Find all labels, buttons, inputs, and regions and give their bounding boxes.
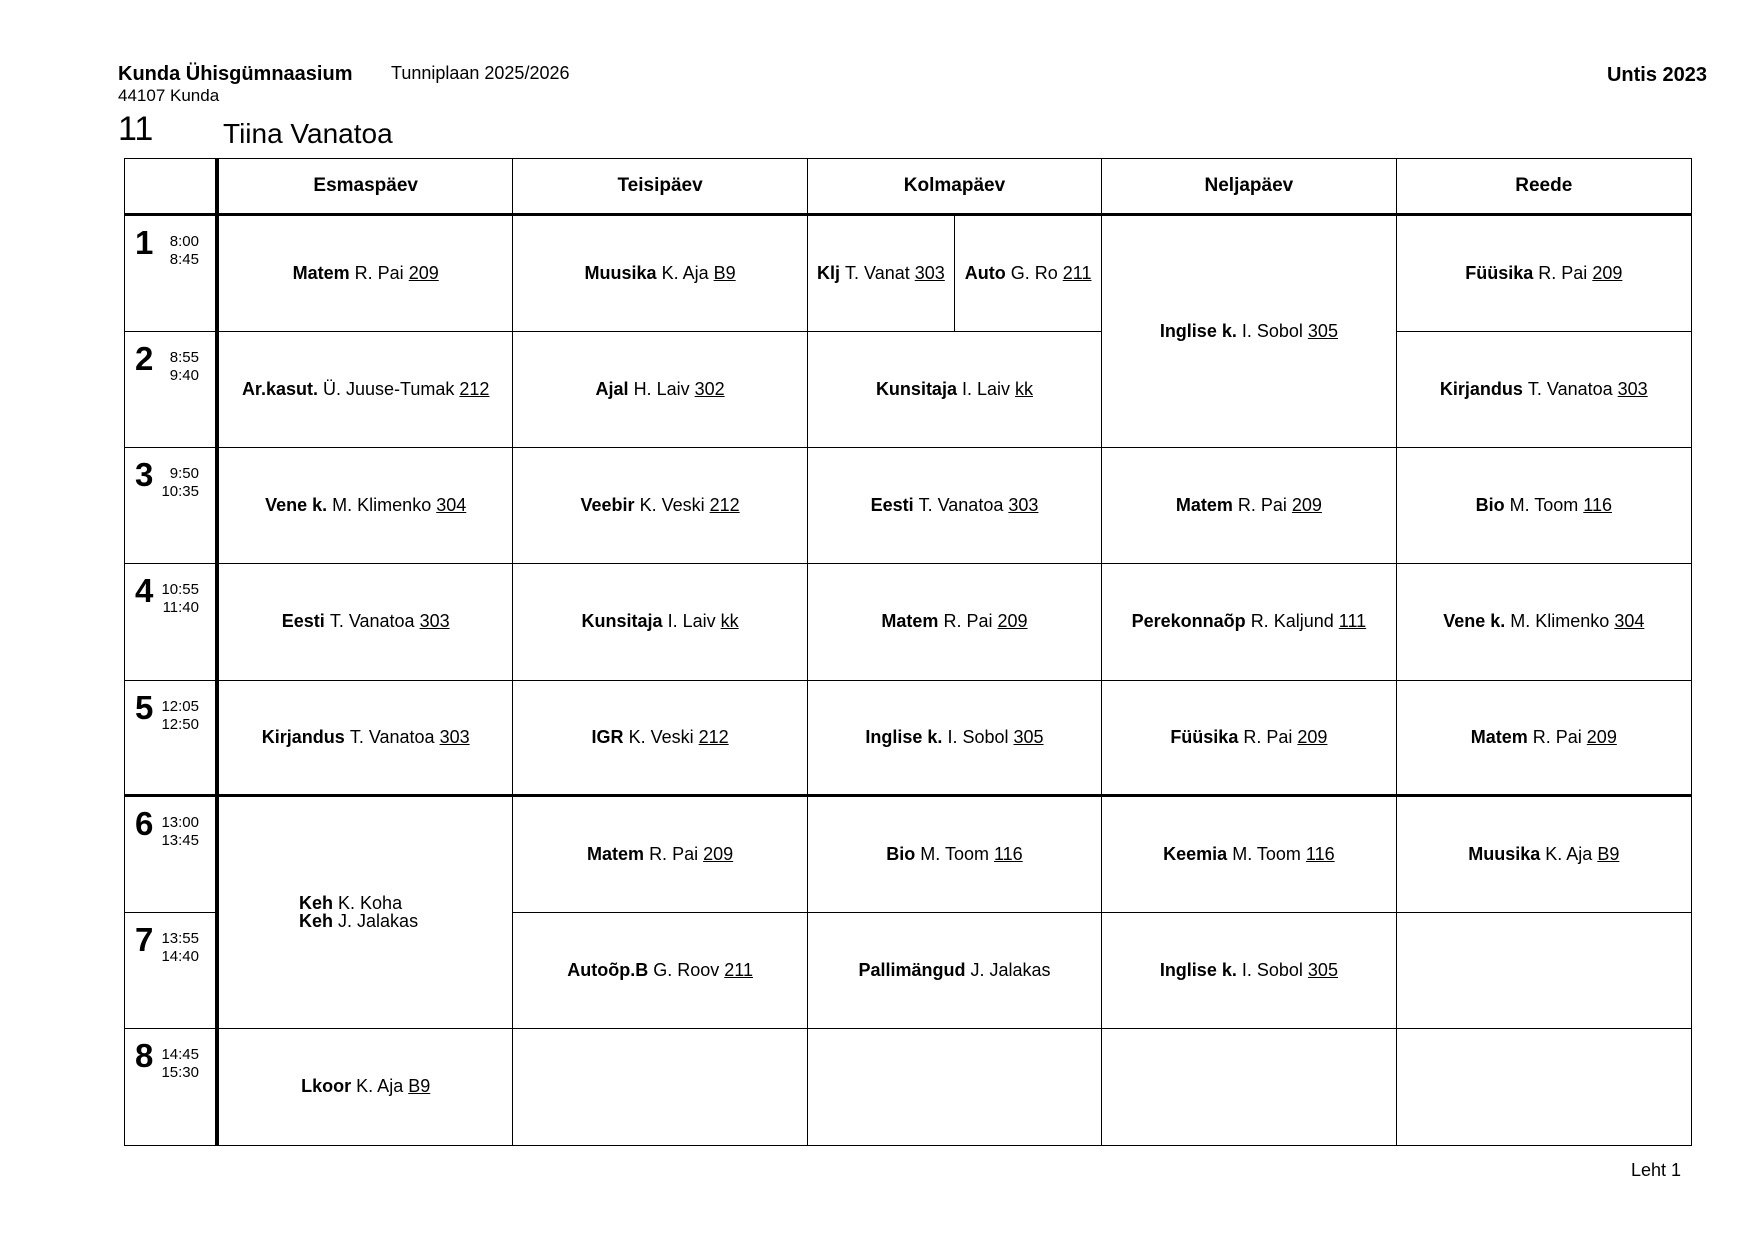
lesson-cell [1102,913,1396,1029]
period-4 [125,564,219,680]
lesson-teacher: K. Aja [1545,843,1593,864]
lesson-half [955,216,1101,331]
period-start-time: 14:45 [161,1045,199,1063]
lesson-room: B9 [408,1076,431,1097]
lesson-cell [1397,564,1691,680]
lesson-cell [1397,216,1691,332]
teacher-name: Tiina Vanatoa [223,118,393,149]
lesson-subject: Veebir [580,495,635,516]
day-header-monday: Esmaspäev [219,159,513,216]
lesson-subject: Keemia [1163,843,1228,864]
lesson-cell [808,681,1102,797]
lesson-subject: Perekonnaõp [1131,611,1246,632]
lesson-room: 209 [1592,263,1623,284]
period-start-time: 8:00 [169,233,199,250]
lesson-cell [513,913,807,1029]
period-start-time: 13:55 [161,929,199,947]
period-end-time: 12:50 [161,715,199,733]
lesson-subject: Muusika [584,263,657,284]
lesson-teacher: I. Sobol [1241,959,1303,980]
lesson-teacher: R. Pai [943,611,993,632]
lesson-teacher: I. Sobol [947,726,1009,747]
lesson-subject: Vene k. [265,495,328,516]
lesson-room: 303 [914,263,945,284]
period-start-time: 12:05 [161,697,199,715]
period-end-time: 10:35 [161,483,199,501]
period-3 [125,448,219,564]
lesson-room: B9 [713,263,736,284]
lesson-teacher: Ü. Juuse-Tumak [323,379,455,400]
day-header-tuesday: Teisipäev [513,159,807,216]
lesson-room: 212 [698,726,729,747]
lesson-subject: Eesti [281,611,325,632]
lesson-cell [219,681,513,797]
lesson-subject: Inglise k. [1159,959,1237,980]
period-7 [125,913,219,1029]
lesson-teacher: T. Vanatoa [349,726,435,747]
period-6 [125,797,219,913]
lesson-cell [219,332,513,448]
lesson-room: 302 [694,379,725,400]
lesson-room: 211 [724,959,753,980]
period-number: 3 [135,456,154,494]
lesson-room: 212 [709,495,740,516]
lesson-cell-double [1102,216,1396,448]
lesson-cell [513,564,807,680]
lesson-teacher: M. Toom [1232,843,1301,864]
lesson-cell [513,797,807,913]
lesson-teacher: K. Veski [628,726,694,747]
page-label: Leht 1 [1631,1160,1682,1180]
lesson-cell [513,681,807,797]
lesson-teacher: J. Jalakas [338,911,419,932]
period-2 [125,332,219,448]
day-header-friday: Reede [1397,159,1691,216]
lesson-room: 116 [994,843,1023,864]
period-end-time: 13:45 [161,831,199,849]
lesson-cell [513,332,807,448]
lesson-subject: Inglise k. [865,726,943,747]
lesson-room: 116 [1305,843,1335,864]
empty-cell [513,1029,807,1145]
lesson-teacher: G. Roov [653,959,720,980]
lesson-subject: Ajal [595,379,629,400]
lesson-room: 209 [997,611,1028,632]
lesson-room: 209 [1586,726,1617,747]
period-number: 6 [135,804,154,842]
lesson-cell [1102,448,1396,564]
lesson-subject: Klj [816,263,840,284]
lesson-subject: Vene k. [1443,611,1506,632]
period-number: 5 [135,688,154,726]
empty-cell [1397,913,1691,1029]
lesson-subject: Bio [1475,495,1505,516]
lesson-room: 303 [419,611,450,632]
lesson-cell [1397,797,1691,913]
lesson-room: 209 [408,263,439,284]
lesson-subject: Lkoor [301,1076,352,1097]
lesson-subject: Matem [587,843,645,864]
lesson-subject: Bio [886,843,916,864]
lesson-cell [1102,681,1396,797]
lesson-cell [808,448,1102,564]
lesson-half [808,216,955,331]
lesson-room: 304 [1614,611,1645,632]
lesson-cell [513,448,807,564]
lesson-teacher: M. Klimenko [332,495,432,516]
lesson-room: 305 [1307,321,1338,342]
lesson-subject: Kunsitaja [875,379,957,400]
lesson-teacher: K. Aja [356,1076,404,1097]
period-8 [125,1029,219,1145]
class-number: 11 [118,110,154,148]
day-header-wednesday: Kolmapäev [808,159,1102,216]
lesson-teacher: R. Pai [649,843,699,864]
lesson-teacher: I. Laiv [961,379,1011,400]
lesson-cell [808,913,1102,1029]
software-label: Untis 2023 [1606,64,1707,86]
lesson-cell-split [808,216,1102,332]
lesson-teacher: T. Vanatoa [1527,379,1613,400]
period-1 [125,216,219,332]
lesson-cell [1102,564,1396,680]
lesson-subject: Autoõp.B [567,959,649,980]
lesson-subject: Auto [964,263,1006,284]
lesson-teacher: G. Ro [1010,263,1058,284]
school-name: Kunda Ühisgümnaasium [118,63,353,85]
corner-cell [125,159,219,216]
lesson-cell [219,448,513,564]
lesson-cell [808,797,1102,913]
period-start-time: 8:55 [169,349,199,367]
lesson-subject: Matem [292,263,350,284]
lesson-room: 116 [1583,495,1612,516]
period-number: 7 [135,920,154,958]
lesson-subject: Füüsika [1465,263,1534,284]
lesson-cell [808,564,1102,680]
lesson-subject: Matem [1175,495,1233,516]
lesson-teacher: T. Vanatoa [329,611,415,632]
lesson-cell [219,564,513,680]
lesson-subject: Inglise k. [1159,321,1237,342]
lesson-teacher: I. Sobol [1241,321,1303,342]
lesson-cell-double [219,797,513,1029]
period-end-time: 8:45 [169,251,199,268]
empty-cell [808,1029,1102,1145]
period-number: 1 [135,224,154,261]
period-end-time: 15:30 [161,1063,199,1081]
lesson-cell [219,216,513,332]
lesson-subject: Kirjandus [261,726,345,747]
lesson-teacher: K. Veski [639,495,705,516]
lesson-teacher: T. Vanat [845,263,910,284]
lesson-teacher: R. Pai [1243,726,1293,747]
lesson-subject: Füüsika [1170,726,1239,747]
lesson-subject: Keh [299,893,334,914]
lesson-cell [1397,448,1691,564]
lesson-room: 305 [1307,959,1338,980]
lesson-teacher: J. Jalakas [970,959,1051,980]
lesson-teacher: M. Toom [1509,495,1579,516]
lesson-teacher: M. Klimenko [1510,611,1610,632]
period-5 [125,681,219,797]
lesson-subject: Matem [881,611,939,632]
period-number: 8 [135,1036,154,1074]
period-end-time: 11:40 [162,599,199,617]
lesson-teacher: R. Pai [1532,726,1582,747]
lesson-teacher: R. Pai [1237,495,1287,516]
lesson-line [299,894,402,912]
lesson-room: 303 [1008,495,1039,516]
lesson-teacher: H. Laiv [633,379,690,400]
lesson-subject: Kunsitaja [581,611,663,632]
lesson-cell [808,332,1102,448]
lesson-subject: IGR [591,726,624,747]
lesson-room: 209 [703,843,734,864]
lesson-subject: Kirjandus [1439,379,1523,400]
lesson-subject: Keh [299,911,334,932]
lesson-room: 111 [1338,611,1367,632]
lesson-room: kk [1015,379,1034,400]
lesson-room: kk [720,611,739,632]
lesson-subject: Pallimängud [858,959,966,980]
lesson-subject: Muusika [1468,843,1541,864]
lesson-room: 211 [1062,263,1092,284]
lesson-room: B9 [1597,843,1620,864]
empty-cell [1397,1029,1691,1145]
lesson-room: 303 [1617,379,1648,400]
lesson-room: 209 [1297,726,1328,747]
lesson-teacher: R. Pai [354,263,404,284]
lesson-cell [1102,797,1396,913]
lesson-teacher: T. Vanatoa [918,495,1004,516]
period-end-time: 9:40 [169,367,199,385]
lesson-room: 304 [436,495,467,516]
lesson-subject: Ar.kasut. [241,379,318,400]
school-address: 44107 Kunda [118,86,220,105]
period-number: 2 [135,340,154,378]
lesson-room: 303 [439,726,470,747]
period-start-time: 10:55 [161,581,199,599]
lesson-teacher: R. Pai [1538,263,1588,284]
lesson-teacher: M. Toom [920,843,989,864]
day-header-thursday: Neljapäev [1102,159,1396,216]
lesson-cell [1397,681,1691,797]
lesson-cell [513,216,807,332]
lesson-cell [1397,332,1691,448]
lesson-line [299,912,418,930]
period-start-time: 13:00 [161,813,199,831]
lesson-teacher: K. Koha [338,893,403,914]
lesson-room: 305 [1013,726,1044,747]
lesson-room: 209 [1291,495,1322,516]
timetable-grid [124,158,1692,1146]
lesson-teacher: I. Laiv [667,611,716,632]
plan-title: Tunniplaan 2025/2026 [391,63,570,83]
period-end-time: 14:40 [161,947,199,965]
period-number: 4 [135,572,154,610]
lesson-cell [219,1029,513,1145]
lesson-teacher: R. Kaljund [1250,611,1334,632]
lesson-teacher: K. Aja [661,263,709,284]
lesson-subject: Matem [1470,726,1528,747]
period-start-time: 9:50 [169,465,199,483]
lesson-room: 212 [459,379,490,400]
empty-cell [1102,1029,1396,1145]
lesson-subject: Eesti [870,495,914,516]
